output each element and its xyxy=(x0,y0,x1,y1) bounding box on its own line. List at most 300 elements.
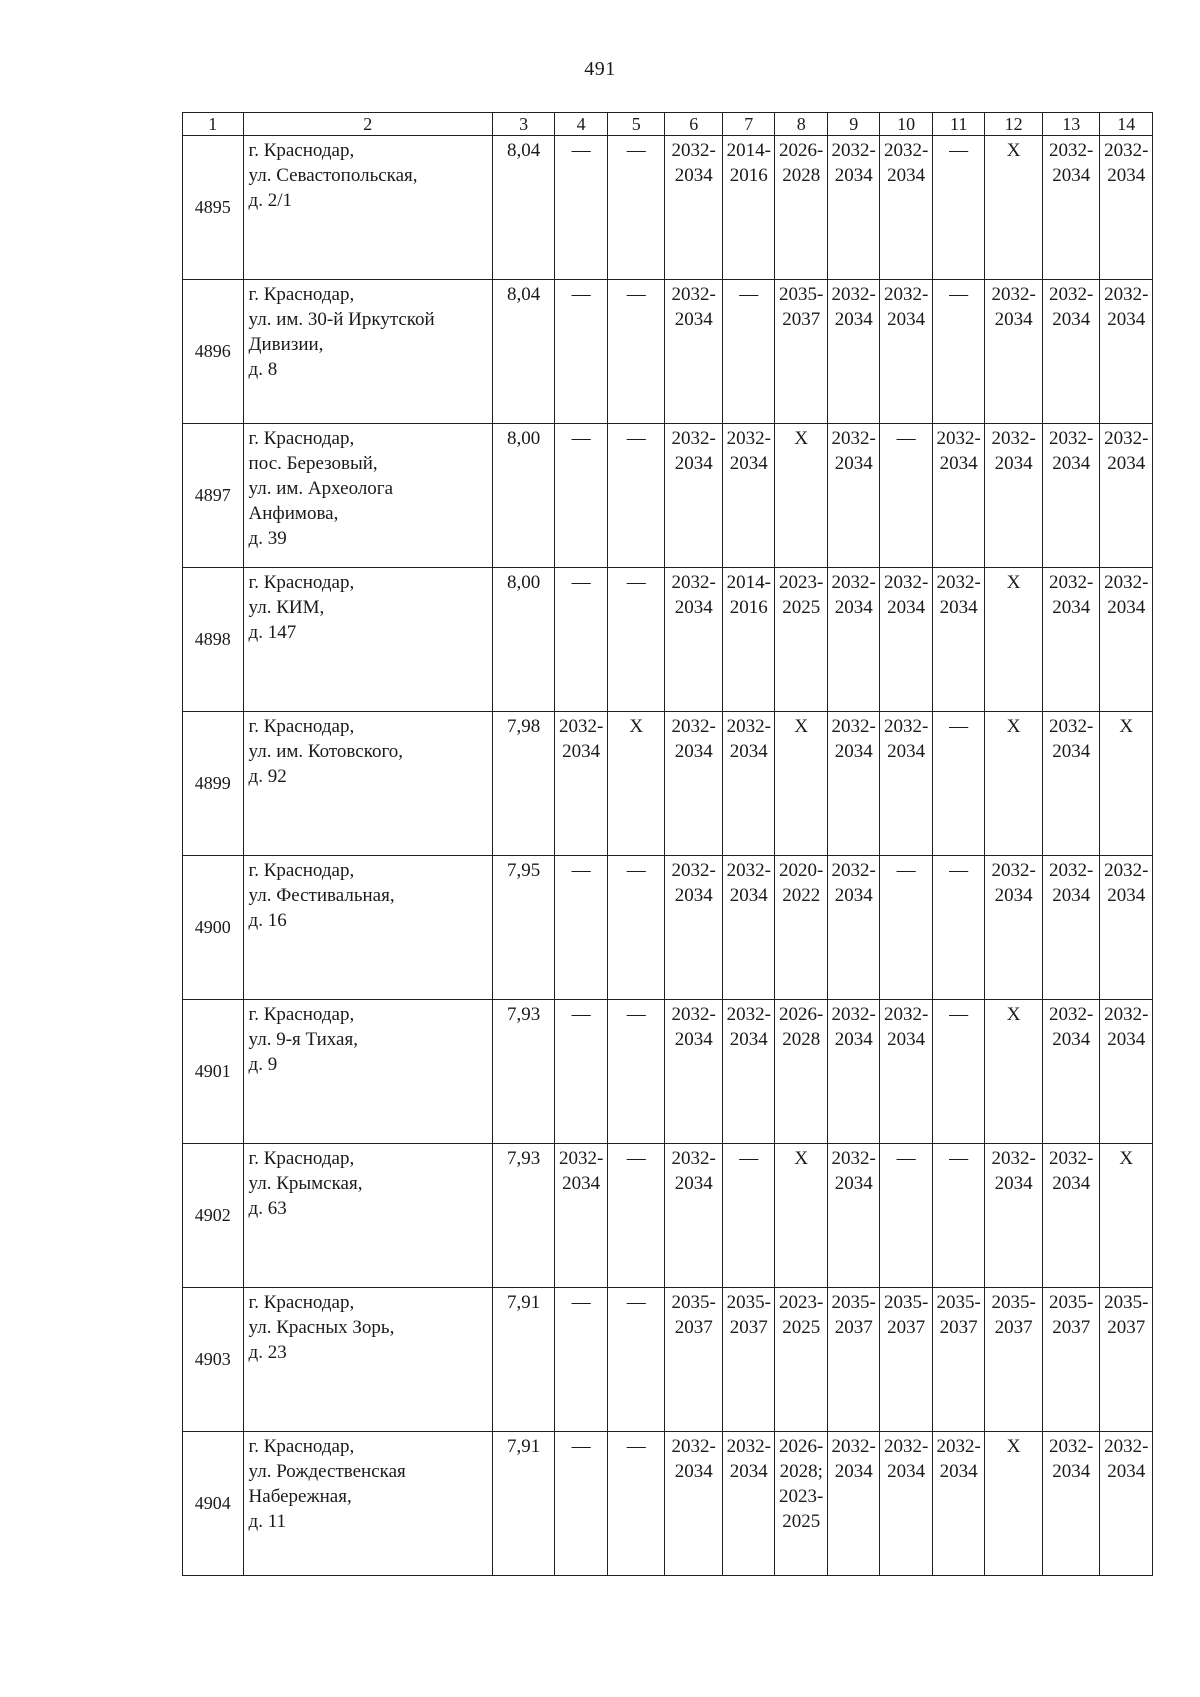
cell-line: 2032- xyxy=(1104,284,1149,305)
cell-line: — xyxy=(949,1148,969,1169)
cell-line: X xyxy=(1119,1148,1134,1169)
value-cell xyxy=(492,136,555,280)
cell-line: 2034 xyxy=(887,165,926,186)
cell-line: 2032- xyxy=(671,428,716,449)
cell-line: г. Краснодар, xyxy=(248,1292,355,1313)
cell-line: 2034 xyxy=(834,309,873,330)
year-range-cell xyxy=(722,1144,774,1288)
cell-line: 2032- xyxy=(1049,860,1094,881)
address-cell xyxy=(243,1288,492,1432)
year-range-cell xyxy=(1100,1432,1153,1576)
year-range-cell xyxy=(555,712,607,856)
cell-line: 2032- xyxy=(671,284,716,305)
cell-line: Набережная, xyxy=(248,1486,352,1507)
year-range-cell xyxy=(1100,136,1153,280)
header-cell: 6 xyxy=(665,113,723,136)
table-row xyxy=(183,280,1153,424)
cell-line: 2034 xyxy=(1052,165,1091,186)
cell-line: ул. им. Археолога xyxy=(248,478,394,499)
year-range-cell xyxy=(985,1144,1043,1288)
cell-line: 7,91 xyxy=(507,1436,541,1457)
cell-line: — xyxy=(739,1148,759,1169)
cell-line: ул. КИМ, xyxy=(248,597,325,618)
cell-line: 2023- xyxy=(779,1486,824,1507)
table-row xyxy=(183,1288,1153,1432)
cell-line: 2034 xyxy=(1052,1461,1091,1482)
year-range-cell xyxy=(1042,1288,1100,1432)
year-range-cell xyxy=(1100,1288,1153,1432)
year-range-cell xyxy=(722,1432,774,1576)
cell-line: 2023- xyxy=(779,1292,824,1313)
value-cell xyxy=(492,280,555,424)
cell-line: 2034 xyxy=(994,309,1033,330)
cell-line: 2032- xyxy=(671,572,716,593)
cell-line: г. Краснодар, xyxy=(248,1436,355,1457)
cell-line: — xyxy=(571,284,591,305)
cell-line: 2034 xyxy=(939,453,978,474)
year-range-cell xyxy=(985,856,1043,1000)
cell-line: 2032- xyxy=(559,1148,604,1169)
cell-line: 2034 xyxy=(939,1461,978,1482)
header-cell: 4 xyxy=(555,113,607,136)
table-row xyxy=(183,1432,1153,1576)
cell-line: 2034 xyxy=(674,309,713,330)
year-range-cell xyxy=(880,1288,932,1432)
cell-line: X xyxy=(1006,1436,1021,1457)
year-range-cell xyxy=(880,712,932,856)
cell-line: 2032- xyxy=(936,428,981,449)
year-range-cell xyxy=(607,568,665,712)
cell-line: 2034 xyxy=(834,597,873,618)
cell-line: 2032- xyxy=(1049,1004,1094,1025)
cell-line: — xyxy=(626,284,646,305)
year-range-cell xyxy=(932,1432,984,1576)
value-cell xyxy=(492,568,555,712)
cell-line: — xyxy=(949,140,969,161)
cell-line: X xyxy=(1006,716,1021,737)
cell-line: 2025 xyxy=(782,1511,821,1532)
address-cell xyxy=(243,280,492,424)
value-cell xyxy=(492,712,555,856)
year-range-cell xyxy=(1100,712,1153,856)
cell-line: г. Краснодар, xyxy=(248,1148,355,1169)
cell-line: 2037 xyxy=(674,1317,713,1338)
cell-line: 2034 xyxy=(939,597,978,618)
cell-line: 2035- xyxy=(1049,1292,1094,1313)
cell-line: 2034 xyxy=(674,453,713,474)
year-range-cell xyxy=(985,280,1043,424)
cell-line: 2032- xyxy=(726,1004,771,1025)
cell-line: X xyxy=(1006,1004,1021,1025)
value-cell xyxy=(492,1000,555,1144)
cell-line: 7,93 xyxy=(507,1148,541,1169)
cell-line: 2034 xyxy=(994,885,1033,906)
cell-line: 2016 xyxy=(729,165,768,186)
year-range-cell xyxy=(932,856,984,1000)
cell-line: 2032- xyxy=(831,1436,876,1457)
cell-line: 2034 xyxy=(994,1173,1033,1194)
year-range-cell xyxy=(932,136,984,280)
year-range-cell xyxy=(827,712,879,856)
cell-line: д. 16 xyxy=(248,910,287,931)
year-range-cell xyxy=(607,280,665,424)
year-range-cell xyxy=(827,1144,879,1288)
cell-line: д. 39 xyxy=(248,528,287,549)
cell-line: 2034 xyxy=(1052,885,1091,906)
cell-line: 2014- xyxy=(726,572,771,593)
table-row xyxy=(183,136,1153,280)
row-number: 4895 xyxy=(183,136,244,280)
cell-line: — xyxy=(626,140,646,161)
cell-line: 2034 xyxy=(834,453,873,474)
year-range-cell xyxy=(607,712,665,856)
cell-line: 2032- xyxy=(671,140,716,161)
year-range-cell xyxy=(827,568,879,712)
cell-line: 2032- xyxy=(1104,860,1149,881)
cell-line: д. 9 xyxy=(248,1054,278,1075)
cell-line: 2032- xyxy=(831,140,876,161)
year-range-cell xyxy=(665,1000,723,1144)
page-number: 491 xyxy=(584,58,616,80)
cell-line: 2034 xyxy=(674,1029,713,1050)
year-range-cell xyxy=(607,1288,665,1432)
cell-line: 2034 xyxy=(562,741,601,762)
address-cell xyxy=(243,136,492,280)
cell-line: 2032- xyxy=(1049,1148,1094,1169)
cell-line: — xyxy=(896,428,916,449)
year-range-cell xyxy=(665,568,723,712)
year-range-cell xyxy=(827,136,879,280)
cell-line: 2026- xyxy=(779,1004,824,1025)
cell-line: 8,04 xyxy=(507,140,541,161)
value-cell xyxy=(492,424,555,568)
cell-line: 2022 xyxy=(782,885,821,906)
year-range-cell xyxy=(1100,1144,1153,1288)
row-number: 4897 xyxy=(183,424,244,568)
cell-line: 2034 xyxy=(887,1461,926,1482)
data-table xyxy=(182,112,1153,1576)
address-cell xyxy=(243,1000,492,1144)
cell-line: г. Краснодар, xyxy=(248,140,355,161)
cell-line: д. 63 xyxy=(248,1198,287,1219)
cell-line: 2034 xyxy=(674,165,713,186)
row-number: 4904 xyxy=(183,1432,244,1576)
year-range-cell xyxy=(985,1432,1043,1576)
header-cell: 9 xyxy=(827,113,879,136)
value-cell xyxy=(492,1288,555,1432)
cell-line: — xyxy=(571,140,591,161)
cell-line: 2032- xyxy=(884,1004,929,1025)
year-range-cell xyxy=(775,1288,827,1432)
cell-line: 8,00 xyxy=(507,428,541,449)
cell-line: 2034 xyxy=(1107,1461,1146,1482)
year-range-cell xyxy=(880,1000,932,1144)
cell-line: 2034 xyxy=(887,597,926,618)
row-number: 4898 xyxy=(183,568,244,712)
cell-line: д. 23 xyxy=(248,1342,287,1363)
cell-line: ул. Крымская, xyxy=(248,1173,363,1194)
cell-line: 2034 xyxy=(729,885,768,906)
cell-line: 2034 xyxy=(1107,453,1146,474)
year-range-cell xyxy=(827,1000,879,1144)
row-number: 4896 xyxy=(183,280,244,424)
year-range-cell xyxy=(665,712,723,856)
year-range-cell xyxy=(827,1432,879,1576)
cell-line: 2034 xyxy=(674,1461,713,1482)
cell-line: 2037 xyxy=(939,1317,978,1338)
cell-line: Анфимова, xyxy=(248,503,339,524)
cell-line: — xyxy=(571,1292,591,1313)
cell-line: 2026- xyxy=(779,140,824,161)
year-range-cell xyxy=(985,712,1043,856)
cell-line: 2032- xyxy=(1049,716,1094,737)
header-cell: 10 xyxy=(880,113,932,136)
year-range-cell xyxy=(827,1288,879,1432)
cell-line: 2028 xyxy=(782,165,821,186)
cell-line: 2032- xyxy=(831,1148,876,1169)
year-range-cell xyxy=(665,280,723,424)
year-range-cell xyxy=(607,1144,665,1288)
cell-line: 2035- xyxy=(936,1292,981,1313)
cell-line: д. 11 xyxy=(248,1511,287,1532)
cell-line: — xyxy=(949,1004,969,1025)
cell-line: 2034 xyxy=(674,597,713,618)
cell-line: 2034 xyxy=(834,1029,873,1050)
cell-line: 2032- xyxy=(1104,1004,1149,1025)
address-cell xyxy=(243,424,492,568)
year-range-cell xyxy=(1042,856,1100,1000)
year-range-cell xyxy=(1042,712,1100,856)
cell-line: 2032- xyxy=(831,428,876,449)
cell-line: г. Краснодар, xyxy=(248,716,355,737)
year-range-cell xyxy=(555,1000,607,1144)
cell-line: 2032- xyxy=(884,716,929,737)
cell-line: 2032- xyxy=(884,1436,929,1457)
cell-line: 2034 xyxy=(1052,1029,1091,1050)
year-range-cell xyxy=(1042,568,1100,712)
cell-line: пос. Березовый, xyxy=(248,453,378,474)
cell-line: — xyxy=(626,1148,646,1169)
cell-line: 2032- xyxy=(559,716,604,737)
year-range-cell xyxy=(722,424,774,568)
cell-line: 2032- xyxy=(831,860,876,881)
cell-line: 2035- xyxy=(726,1292,771,1313)
cell-line: 2034 xyxy=(729,1029,768,1050)
cell-line: 2034 xyxy=(1052,453,1091,474)
year-range-cell xyxy=(775,568,827,712)
year-range-cell xyxy=(1042,1000,1100,1144)
table-row xyxy=(183,1000,1153,1144)
header-row xyxy=(183,113,1153,136)
year-range-cell xyxy=(1042,280,1100,424)
cell-line: — xyxy=(949,716,969,737)
cell-line: X xyxy=(794,716,809,737)
year-range-cell xyxy=(722,1288,774,1432)
year-range-cell xyxy=(1100,424,1153,568)
header-cell: 3 xyxy=(492,113,555,136)
cell-line: 2026- xyxy=(779,1436,824,1457)
cell-line: г. Краснодар, xyxy=(248,860,355,881)
year-range-cell xyxy=(607,1000,665,1144)
cell-line: 2032- xyxy=(671,716,716,737)
cell-line: 2034 xyxy=(1107,597,1146,618)
year-range-cell xyxy=(827,856,879,1000)
cell-line: 2037 xyxy=(994,1317,1033,1338)
cell-line: ул. Рождественская xyxy=(248,1461,406,1482)
cell-line: — xyxy=(571,428,591,449)
cell-line: X xyxy=(1119,716,1134,737)
year-range-cell xyxy=(775,712,827,856)
header-cell: 11 xyxy=(932,113,984,136)
year-range-cell xyxy=(1100,1000,1153,1144)
table-row xyxy=(183,856,1153,1000)
cell-line: 2032- xyxy=(936,572,981,593)
year-range-cell xyxy=(775,136,827,280)
cell-line: — xyxy=(949,860,969,881)
year-range-cell xyxy=(985,136,1043,280)
cell-line: 2035- xyxy=(779,284,824,305)
cell-line: 2034 xyxy=(834,741,873,762)
cell-line: X xyxy=(794,1148,809,1169)
cell-line: 2032- xyxy=(726,428,771,449)
cell-line: 8,00 xyxy=(507,572,541,593)
cell-line: 2034 xyxy=(887,741,926,762)
year-range-cell xyxy=(1100,568,1153,712)
year-range-cell xyxy=(555,1288,607,1432)
cell-line: 2032- xyxy=(991,284,1036,305)
cell-line: — xyxy=(626,572,646,593)
year-range-cell xyxy=(665,1432,723,1576)
year-range-cell xyxy=(985,424,1043,568)
cell-line: — xyxy=(626,428,646,449)
cell-line: 2034 xyxy=(834,165,873,186)
cell-line: 2032- xyxy=(884,284,929,305)
cell-line: 2032- xyxy=(726,860,771,881)
cell-line: г. Краснодар, xyxy=(248,428,355,449)
address-cell xyxy=(243,568,492,712)
row-number: 4901 xyxy=(183,1000,244,1144)
address-cell xyxy=(243,856,492,1000)
year-range-cell xyxy=(555,1144,607,1288)
year-range-cell xyxy=(932,712,984,856)
year-range-cell xyxy=(1042,424,1100,568)
value-cell xyxy=(492,856,555,1000)
cell-line: д. 8 xyxy=(248,359,278,380)
year-range-cell xyxy=(665,136,723,280)
cell-line: 2020- xyxy=(779,860,824,881)
cell-line: 2032- xyxy=(1104,572,1149,593)
cell-line: 2035- xyxy=(991,1292,1036,1313)
cell-line: 2032- xyxy=(671,860,716,881)
cell-line: 2014- xyxy=(726,140,771,161)
address-cell xyxy=(243,712,492,856)
year-range-cell xyxy=(1100,280,1153,424)
header-cell: 12 xyxy=(985,113,1043,136)
address-cell xyxy=(243,1144,492,1288)
year-range-cell xyxy=(722,280,774,424)
year-range-cell xyxy=(775,1432,827,1576)
cell-line: г. Краснодар, xyxy=(248,284,355,305)
cell-line: Дивизии, xyxy=(248,334,324,355)
cell-line: 2034 xyxy=(729,453,768,474)
year-range-cell xyxy=(555,424,607,568)
cell-line: 2034 xyxy=(887,1029,926,1050)
year-range-cell xyxy=(555,568,607,712)
value-cell xyxy=(492,1144,555,1288)
cell-line: 2037 xyxy=(1052,1317,1091,1338)
year-range-cell xyxy=(665,1288,723,1432)
cell-line: 2035- xyxy=(831,1292,876,1313)
cell-line: — xyxy=(739,284,759,305)
cell-line: 7,95 xyxy=(507,860,541,881)
cell-line: 2028; xyxy=(779,1461,823,1482)
cell-line: 2028 xyxy=(782,1029,821,1050)
cell-line: 2032- xyxy=(671,1148,716,1169)
year-range-cell xyxy=(985,568,1043,712)
cell-line: 2032- xyxy=(884,572,929,593)
cell-line: 2034 xyxy=(1052,741,1091,762)
cell-line: 7,91 xyxy=(507,1292,541,1313)
cell-line: 2032- xyxy=(671,1004,716,1025)
table-row xyxy=(183,1144,1153,1288)
year-range-cell xyxy=(985,1000,1043,1144)
year-range-cell xyxy=(665,1144,723,1288)
cell-line: ул. им. 30-й Иркутской xyxy=(248,309,435,330)
cell-line: 2032- xyxy=(1104,140,1149,161)
cell-line: 2032- xyxy=(831,284,876,305)
cell-line: 2034 xyxy=(1107,165,1146,186)
cell-line: 8,04 xyxy=(507,284,541,305)
address-cell xyxy=(243,1432,492,1576)
cell-line: 2032- xyxy=(1104,1436,1149,1457)
cell-line: 2032- xyxy=(831,1004,876,1025)
year-range-cell xyxy=(827,424,879,568)
cell-line: 2034 xyxy=(1107,309,1146,330)
cell-line: — xyxy=(896,860,916,881)
year-range-cell xyxy=(932,424,984,568)
cell-line: 2034 xyxy=(674,885,713,906)
year-range-cell xyxy=(555,1432,607,1576)
value-cell xyxy=(492,1432,555,1576)
cell-line: 7,93 xyxy=(507,1004,541,1025)
cell-line: — xyxy=(626,1004,646,1025)
year-range-cell xyxy=(932,1144,984,1288)
cell-line: 2023- xyxy=(779,572,824,593)
year-range-cell xyxy=(880,136,932,280)
cell-line: 2032- xyxy=(1049,572,1094,593)
header-cell: 7 xyxy=(722,113,774,136)
cell-line: г. Краснодар, xyxy=(248,572,355,593)
year-range-cell xyxy=(722,1000,774,1144)
year-range-cell xyxy=(1042,136,1100,280)
row-number: 4899 xyxy=(183,712,244,856)
year-range-cell xyxy=(880,1432,932,1576)
cell-line: 2034 xyxy=(674,741,713,762)
cell-line: 2035- xyxy=(884,1292,929,1313)
cell-line: ул. Фестивальная, xyxy=(248,885,395,906)
cell-line: — xyxy=(571,1436,591,1457)
cell-line: 2032- xyxy=(991,860,1036,881)
cell-line: 2016 xyxy=(729,597,768,618)
cell-line: — xyxy=(626,1436,646,1457)
cell-line: 2034 xyxy=(994,453,1033,474)
cell-line: 2034 xyxy=(729,741,768,762)
row-number: 4900 xyxy=(183,856,244,1000)
cell-line: X xyxy=(1006,140,1021,161)
year-range-cell xyxy=(880,856,932,1000)
cell-line: — xyxy=(626,860,646,881)
year-range-cell xyxy=(880,424,932,568)
